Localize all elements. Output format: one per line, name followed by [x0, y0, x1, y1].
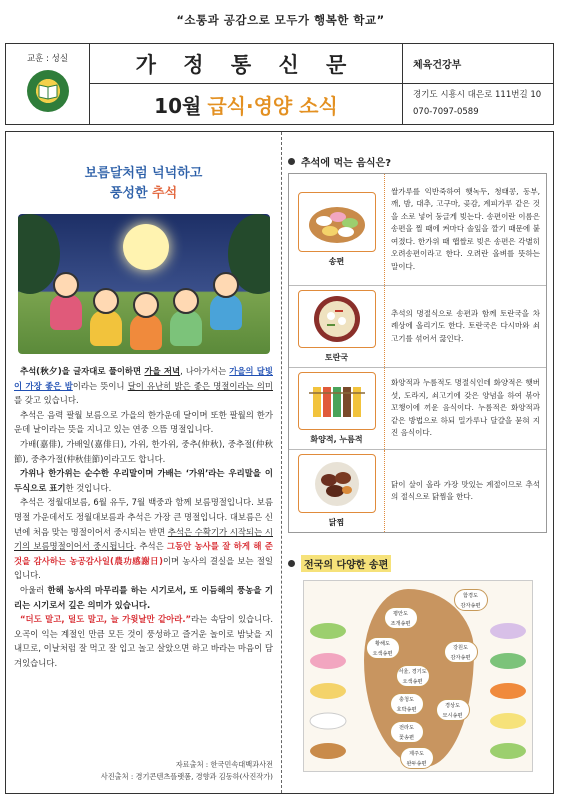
paragraph: 가배(嘉俳), 가배일(嘉俳日), 가위, 한가위, 중추(仲秋), 중추절(仲秋節), 중추가절(仲秋佳節)이라고도 합니다.: [14, 438, 273, 464]
department: 체육건강부: [403, 44, 553, 84]
food-image-cell: [289, 174, 385, 285]
foods-table: [288, 173, 547, 533]
headline-accent: 추석: [152, 186, 178, 201]
newsletter-title: 가 정 통 신 문: [90, 44, 402, 84]
region-label: 제주도 완두송편: [400, 747, 434, 769]
child-figure: [210, 294, 242, 330]
songpyeon-picture: [298, 192, 376, 252]
paragraph: “더도 말고, 덜도 말고, 늘 가윗날만 같아라.”라는 속담이 있습니다. 오곡이 익는 계절인 만큼 모든 것이 풍성하고 즐거운 놀이로 밤낮을 지내므로, 이날처럼 잘 먹고 잘 입고 놀고 살았으면 하고 바라는 마음이 담겨있습니다.: [14, 614, 273, 668]
bullet-icon: [288, 560, 295, 567]
region-label: 충청도 호박송편: [390, 693, 424, 715]
paragraph: 추석은 음력 팔월 보름으로 가을의 한가운데 달이며 또한 팔월의 한가운데 날이라는 뜻을 지니고 있는 연중 으뜸 명절입니다.: [14, 409, 273, 435]
hwayangjeok-picture: [298, 372, 376, 430]
article-headline: [14, 164, 273, 204]
title-area: [90, 44, 403, 124]
food-description: 닭이 살이 올라 가장 맛있는 계절이므로 추석의 절식으로 닭찜을 한다.: [391, 479, 540, 501]
child-figure: [170, 310, 202, 346]
issue-topic: 급식·영양 소식: [207, 93, 338, 118]
food-row: [289, 174, 546, 286]
region-label: 강원도 감자송편: [444, 641, 478, 663]
chuseok-article-column: [6, 132, 281, 793]
food-name: 송편: [328, 257, 345, 266]
toranguk-picture: [298, 290, 376, 348]
songpyeon-plates-left: [308, 621, 348, 761]
food-row: [289, 286, 546, 368]
foods-section-title: 추석에 먹는 음식은?: [288, 154, 547, 169]
food-description: 쌀가루를 익반죽하여 햇녹두, 청태콩, 동부, 깨, 밤, 대추, 고구마, 곶감, 계피가루 같은 것을 소로 넣어 둥글게 빚는다. 송편이란 이름은 송편을 찔 때에 켜마다 솔잎을 깔기 때문에 붙여졌다. 한가위 때 햅쌀로 빚은 송편은 각별히 오려송편이라고 한다. 오려란 올벼를 뜻하는 말이다.: [391, 186, 540, 271]
region-label: 평안도 조개송편: [384, 607, 418, 629]
food-description: 화양적과 누름적도 명절식인데 화양적은 햇버섯, 도라지, 쇠고기에 갖은 양념을 하여 볶아 꼬챙이에 끼운 음식이다. 누름적은 화양적과 같은 방법으로 하되 밀가루나 달걀을 묻혀 지진 음식이다.: [391, 378, 540, 438]
bullet-icon: [288, 158, 295, 165]
content-box: [5, 131, 554, 794]
food-info-column: [282, 132, 553, 793]
paragraph: 추석(秋夕)을 글자대로 풀이하면 가을 저녁, 나아가서는 가을의 달빛이 가장 좋은 밤이라는 뜻이니 달이 유난히 밝은 좋은 명절이라는 의미를 갖고 있습니다.: [14, 366, 273, 406]
food-image-cell: [289, 286, 385, 367]
child-figure: [50, 294, 82, 330]
child-face: [133, 292, 159, 318]
dakjjim-picture: [298, 454, 376, 513]
region-label: 전라도 꽃송편: [390, 721, 424, 743]
soup-bowl-icon: [309, 294, 365, 344]
address: 경기도 시흥시 대은로 111번길 10: [413, 90, 542, 100]
food-name: 닭찜: [328, 518, 345, 527]
child-face: [173, 288, 199, 314]
food-image-cell: [289, 450, 385, 532]
region-label: 함경도 감자송편: [454, 589, 488, 611]
phone: 070-7097-0589: [413, 107, 479, 117]
food-name: 화양적, 누름적: [310, 435, 363, 444]
region-label: 황해도 오색송편: [366, 637, 400, 659]
ganggangsullae-illustration: [18, 214, 270, 354]
paragraph: 가위나 한가위는 순수한 우리말이며 가배는 ‘가위’라는 우리말을 이두식으로 표기한 것입니다.: [14, 468, 273, 493]
region-label: 서울, 경기도 오색송편: [396, 665, 430, 687]
map-section-title: 전국의 다양한 송편: [288, 555, 547, 572]
photo-source: 사진출처 : 경기콘텐츠플랫폼, 경향과 김동하(사진작가): [100, 772, 273, 781]
source-text: 자료출처 : 한국민속대백과사전: [175, 760, 273, 769]
address-block: [403, 84, 553, 124]
paragraph: 추석은 정월대보름, 6월 유두, 7월 백중과 함께 보름명절입니다. 보름 명절 가운데서도 정월대보름과 추석은 가장 큰 명절입니다. 대보름은 신년에 처음 맞는 명절이어서 중시되는 반면 추석은 수확기가 시작되는 시기의 보름명절이어서 중시됩니다. 추석은 그동안 농사를 잘 하게 해 준 것을 감사하는 농공감사일(農功感謝日)이며 농사의 결실을 보는 절일입니다.: [14, 497, 274, 581]
child-face: [213, 272, 239, 298]
newsletter-header: [5, 43, 554, 125]
school-logo: [27, 70, 69, 112]
region-label: 경상도 모시송편: [436, 699, 470, 721]
child-figure: [130, 314, 162, 350]
food-row: [289, 368, 546, 450]
skewer-icon: [307, 379, 367, 423]
food-row: [289, 450, 546, 532]
songpyeon-plates-right: [488, 621, 528, 761]
issue-title: [90, 84, 402, 124]
headline-line1: 보름달처럼 넉넉하고: [84, 166, 203, 181]
article-body: [14, 364, 273, 670]
child-figure: [90, 310, 122, 346]
food-name: 토란국: [324, 353, 349, 362]
food-description: 추석의 명절식으로 송편과 함께 토란국을 차례상에 올리기도 한다. 토란국은 다시마와 쇠고기를 섞어서 끓인다.: [391, 308, 540, 343]
headline-line2a: 풍성한: [109, 186, 153, 201]
contact-area: [403, 44, 553, 124]
school-motto: 교훈 : 성실: [26, 54, 69, 64]
child-face: [93, 288, 119, 314]
food-image-cell: [289, 368, 385, 449]
issue-month: 10월: [154, 93, 202, 118]
sources: [14, 759, 273, 783]
child-face: [53, 272, 79, 298]
braised-chicken-icon: [309, 460, 365, 508]
full-moon: [123, 224, 169, 270]
school-emblem-area: [6, 44, 90, 124]
songpyeon-icon: [306, 199, 368, 245]
paragraph: 아울러 한해 농사의 마무리를 하는 시기로서, 또 이듬해의 풍농을 기리는 시기로서 깊은 의미가 있습니다.: [14, 584, 274, 610]
school-slogan: “소통과 공감으로 모두가 행복한 학교”: [176, 13, 385, 27]
book-icon: [36, 79, 60, 103]
songpyeon-map: [303, 580, 533, 772]
